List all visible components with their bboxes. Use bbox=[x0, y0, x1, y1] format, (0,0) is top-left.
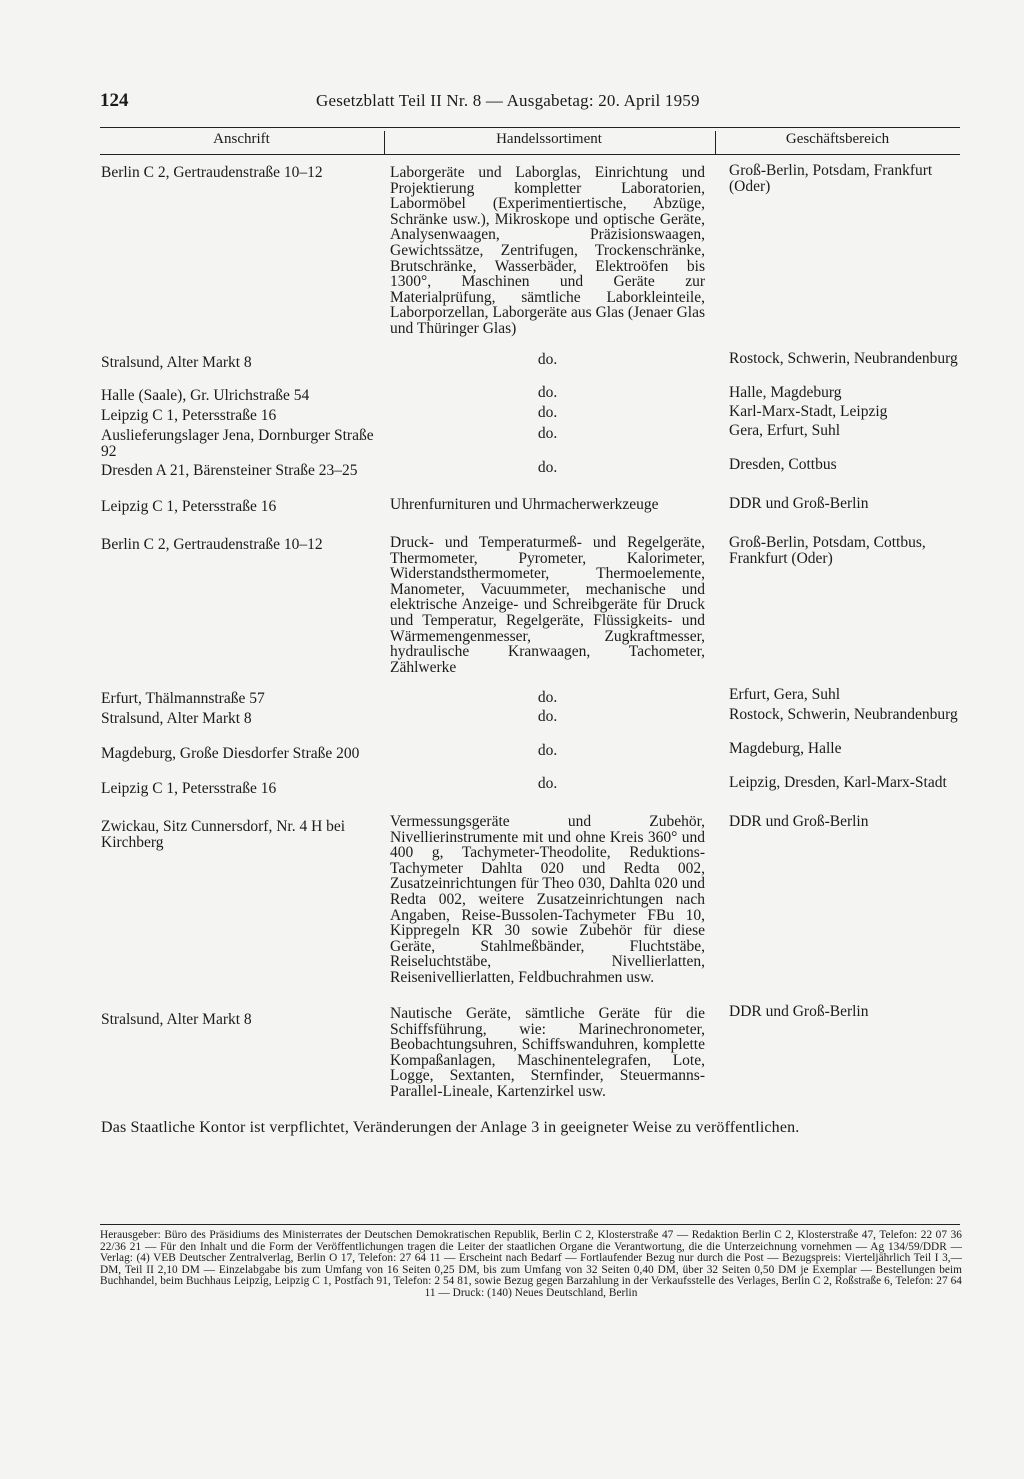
row-goods: do. bbox=[537, 775, 558, 792]
column-header-address: Anschrift bbox=[213, 131, 270, 147]
row-goods: Laborgeräte und Laborglas, Einrichtung und Projektierung kompletter Laboratorien, Labormöbel (Experimentiertische, Abzüge, Schränke usw.), Mikroskope und optische Geräte, Analysenwaagen, Präzisionswaagen, Gewichtssätze, Zentrifugen, Trockenschränke, Brutschränke, Wasserbäder, Elektroöfen bis 1300°, Maschinen und Geräte zur Materialprüfung, sämtliche Laborkleinteile, Laborporzellan, Laborgeräte aus Glas (Jenaer Glas und Thüringer Glas) bbox=[390, 164, 705, 337]
running-head: Gesetzblatt Teil II Nr. 8 — Ausgabetag: 20. April 1959 bbox=[316, 91, 700, 110]
row-area: Leipzig, Dresden, Karl-Marx-Stadt bbox=[729, 774, 947, 791]
page-number: 124 bbox=[100, 90, 129, 111]
row-goods: Nautische Geräte, sämtliche Geräte für die Schiffsführung, wie: Marinechronometer, Beobachtungsuhren, Schiffswanduhren, komplette Kompaßanlagen, Maschinentelegrafen, Lote, Logge, Sextanten, Sternfinder, Steuermanns-Parallel-Lineale, Kartenzirkel usw. bbox=[390, 1005, 705, 1100]
column-header-area: Geschäftsbereich bbox=[785, 131, 890, 147]
row-area: Rostock, Schwerin, Neubrandenburg bbox=[729, 706, 958, 723]
row-area: Groß-Berlin, Potsdam, Cottbus, Frankfurt (Oder) bbox=[729, 534, 926, 567]
row-address: Zwickau, Sitz Cunnersdorf, Nr. 4 H bei Kirchberg bbox=[101, 818, 346, 851]
row-address: Magdeburg, Große Diesdorfer Straße 200 bbox=[101, 745, 360, 762]
row-goods: do. bbox=[537, 351, 558, 368]
closing-note: Das Staatliche Kontor ist verpflichtet, Veränderungen der Anlage 3 in geeigneter Weise zu veröffentlichen. bbox=[101, 1119, 800, 1136]
row-address: Auslieferungslager Jena, Dornburger Straße 92 bbox=[101, 427, 374, 460]
row-goods: do. bbox=[537, 708, 558, 725]
row-area: DDR und Groß-Berlin bbox=[729, 495, 869, 512]
table-column-headers bbox=[100, 131, 960, 153]
row-goods: do. bbox=[537, 459, 558, 476]
imprint-rule bbox=[100, 1224, 960, 1225]
imprint: Herausgeber: Büro des Präsidiums des Ministerrates der Deutschen Demokratischen Republik, Berlin C 2, Klosterstraße 47 — Redaktion Berlin C 2, Klosterstraße 47, Telefon: 22 07 36 22/36 21 — Für den Inhalt und die Form der Veröffentlichungen tragen die Leiter der staatlichen Organe die Verantwortung, die die Unterzeichnung vornehmen — Ag 134/59/DDR — Verlag: (4) VEB Deutscher Zentralverlag, Berlin O 17, Telefon: 27 64 11 — Erscheint nach Bedarf — Fortlaufender Bezug nur durch die Post — Bezugspreis: Vierteljährlich Teil I 3,— DM, Teil II 2,10 DM — Einzelabgabe bis zum Umfang von 16 Seiten 0,25 DM, bis zum Umfang von 32 Seiten 0,40 DM, über 32 Seiten 0,50 DM je Exemplar — Bestellungen beim Buchhandel, beim Buchhaus Leipzig, Leipzig C 1, Postfach 91, Telefon: 2 54 81, sowie Bezug gegen Barzahlung in der Verkaufsstelle des Verlages, Berlin C 2, Roßstraße 6, Telefon: 27 64 11 — Druck: (140) Neues Deutschland, Berlin bbox=[100, 1229, 962, 1299]
row-area: Dresden, Cottbus bbox=[729, 456, 837, 473]
row-address: Leipzig C 1, Petersstraße 16 bbox=[101, 780, 277, 797]
row-address: Leipzig C 1, Petersstraße 16 bbox=[101, 407, 277, 424]
row-goods: do. bbox=[537, 384, 558, 401]
row-area: Karl-Marx-Stadt, Leipzig bbox=[729, 403, 888, 420]
row-goods: do. bbox=[537, 404, 558, 421]
row-area: Halle, Magdeburg bbox=[729, 384, 842, 401]
row-address: Leipzig C 1, Petersstraße 16 bbox=[101, 498, 277, 515]
row-goods: Druck- und Temperaturmeß- und Regelgeräte, Thermometer, Pyrometer, Kalorimeter, Widerstandsthermometer, Thermoelemente, Manometer, Vacuummeter, mechanische und elektrische Anzeige- und Schreibgeräte für Druck und Temperatur, Regelgeräte, Flüssigkeits- und Wärmemengenmesser, Zugkraftmesser, hydraulische Kranwaagen, Tachometer, Zählwerke bbox=[390, 534, 705, 676]
row-area: Erfurt, Gera, Suhl bbox=[729, 686, 841, 703]
column-divider bbox=[384, 131, 385, 154]
header-rule bbox=[100, 127, 960, 128]
row-area: Magdeburg, Halle bbox=[729, 740, 842, 757]
row-address: Dresden A 21, Bärensteiner Straße 23–25 bbox=[101, 462, 358, 479]
page-header bbox=[100, 90, 960, 116]
row-address: Stralsund, Alter Markt 8 bbox=[101, 1011, 252, 1028]
row-address: Halle (Saale), Gr. Ulrichstraße 54 bbox=[101, 387, 310, 404]
row-goods: Vermessungsgeräte und Zubehör, Nivellierinstrumente mit und ohne Kreis 360° und 400 g, Tachymeter-Theodolite, Reduktions-Tachymeter Dahlta 020 und Redta 002, Zusatzeinrichtungen für Theo 030, Dahlta 020 und Redta 002, weitere Zusatzeinrichtungen nach Angaben, Reise-Bussolen-Tachymeter FBu 10, Kippregeln KR 30 sowie Zubehör für diese Geräte, Stahlmeßbänder, Fluchtstäbe, Reiseluchtstäbe, Nivellierlatten, Reisenivellierlatten, Feldbuchrahmen usw. bbox=[390, 813, 705, 986]
row-area: Rostock, Schwerin, Neubrandenburg bbox=[729, 350, 958, 367]
row-goods: do. bbox=[537, 425, 558, 442]
row-area: DDR und Groß-Berlin bbox=[729, 813, 869, 830]
row-goods: do. bbox=[537, 742, 558, 759]
row-goods: do. bbox=[537, 689, 558, 706]
column-divider bbox=[715, 131, 716, 154]
row-address: Stralsund, Alter Markt 8 bbox=[101, 710, 252, 727]
column-header-rule bbox=[100, 154, 960, 155]
row-goods: Uhrenfurnituren und Uhrmacherwerkzeuge bbox=[390, 496, 659, 513]
column-header-goods: Handelssortiment bbox=[496, 131, 602, 147]
row-address: Stralsund, Alter Markt 8 bbox=[101, 354, 252, 371]
row-area: Groß-Berlin, Potsdam, Frankfurt (Oder) bbox=[729, 162, 933, 195]
row-address: Berlin C 2, Gertraudenstraße 10–12 bbox=[101, 536, 323, 553]
row-area: DDR und Groß-Berlin bbox=[729, 1003, 869, 1020]
row-area: Gera, Erfurt, Suhl bbox=[729, 422, 841, 439]
row-address: Berlin C 2, Gertraudenstraße 10–12 bbox=[101, 164, 323, 181]
row-address: Erfurt, Thälmannstraße 57 bbox=[101, 690, 265, 707]
